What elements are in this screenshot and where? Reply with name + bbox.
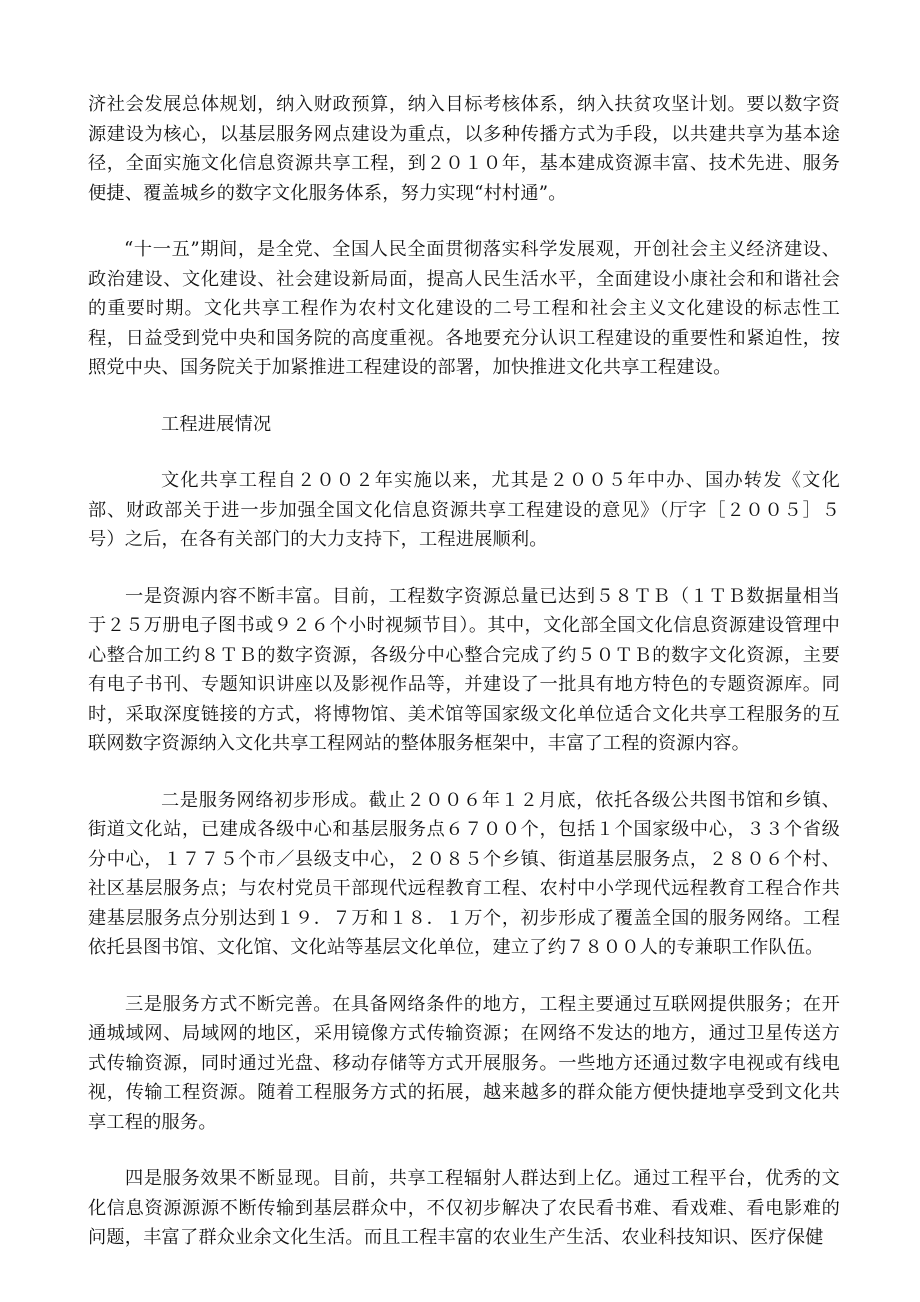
document-page — [88, 90, 840, 1280]
paragraph-progress-intro: 文化共享工程自２００２年实施以来，尤其是２００５年中办、国办转发《文化部、财政部关于进一步加强全国文化信息资源共享工程建设的意见》（厅字［２００５］５号）之后，在各有关部门的大力支持下，工程进展顺利。 — [88, 470, 840, 550]
section-heading-progress: 工程进展情况 — [161, 413, 272, 435]
paragraph-service-methods: 三是服务方式不断完善。在具备网络条件的地方，工程主要通过互联网提供服务；在开通城域网、局域网的地区，采用镜像方式传输资源；在网络不发达的地方，通过卫星传送方式传输资源，同时通过光盘、移动存储等方式开展服务。一些地方还通过数字电视或有线电视，传输工程资源。随着工程服务方式的拓展，越来越多的群众能方便快捷地享受到文化共享工程的服务。 — [88, 993, 840, 1133]
paragraph-service-effects: 四是服务效果不断显现。目前，共享工程辐射人群达到上亿。通过工程平台，优秀的文化信息资源源源不断传输到基层群众中，不仅初步解决了农民看书难、看戏难、看电影难的问题，丰富了群众业余文化生活。而且工程丰富的农业生产生活、农业科技知识、医疗保健 — [88, 1168, 840, 1248]
paragraph-resources: 一是资源内容不断丰富。目前，工程数字资源总量已达到５８ＴＢ（１ＴＢ数据量相当于２５万册电子图书或９２６个小时视频节目）。其中，文化部全国文化信息资源建设管理中心整合加工约８ＴＢ的数字资源，各级分中心整合完成了约５０ＴＢ的数字文化资源，主要有电子书刊、专题知识讲座以及影视作品等，并建设了一批具有地方特色的专题资源库。同时，采取深度链接的方式，将博物馆、美术馆等国家级文化单位适合文化共享工程服务的互联网数字资源纳入文化共享工程网站的整体服务框架中，丰富了工程的资源内容。 — [88, 585, 840, 754]
paragraph-eleventh-five-year: “十一五”期间，是全党、全国人民全面贯彻落实科学发展观，开创社会主义经济建设、政治建设、文化建设、社会建设新局面，提高人民生活水平，全面建设小康社会和和谐社会的重要时期。文化共享工程作为农村文化建设的二号工程和社会主义文化建设的标志性工程，日益受到党中央和国务院的高度重视。各地要充分认识工程建设的重要性和紧迫性，按照党中央、国务院关于加紧推进工程建设的部署，加快推进文化共享工程建设。 — [88, 239, 840, 378]
paragraph-service-network: 二是服务网络初步形成。截止２００６年１２月底，依托各级公共图书馆和乡镇、街道文化站，已建成各级中心和基层服务点６７００个，包括１个国家级中心，３３个省级分中心，１７７５个市／县级支中心，２０８５个乡镇、街道基层服务点，２８０６个村、社区基层服务点；与农村党员干部现代远程教育工程、农村中小学现代远程教育工程合作共建基层服务点分别达到１９．７万和１８．１万个，初步形成了覆盖全国的服务网络。工程依托县图书馆、文化馆、文化站等基层文化单位，建立了约７８００人的专兼职工作队伍。 — [88, 789, 840, 958]
paragraph-plan-continuation: 济社会发展总体规划，纳入财政预算，纳入目标考核体系，纳入扶贫攻坚计划。要以数字资源建设为核心，以基层服务网点建设为重点，以多种传播方式为手段，以共建共享为基本途径，全面实施文化信息资源共享工程，到２０１０年，基本建成资源丰富、技术先进、服务便捷、覆盖城乡的数字文化服务体系，努力实现“村村通”。 — [88, 94, 840, 204]
